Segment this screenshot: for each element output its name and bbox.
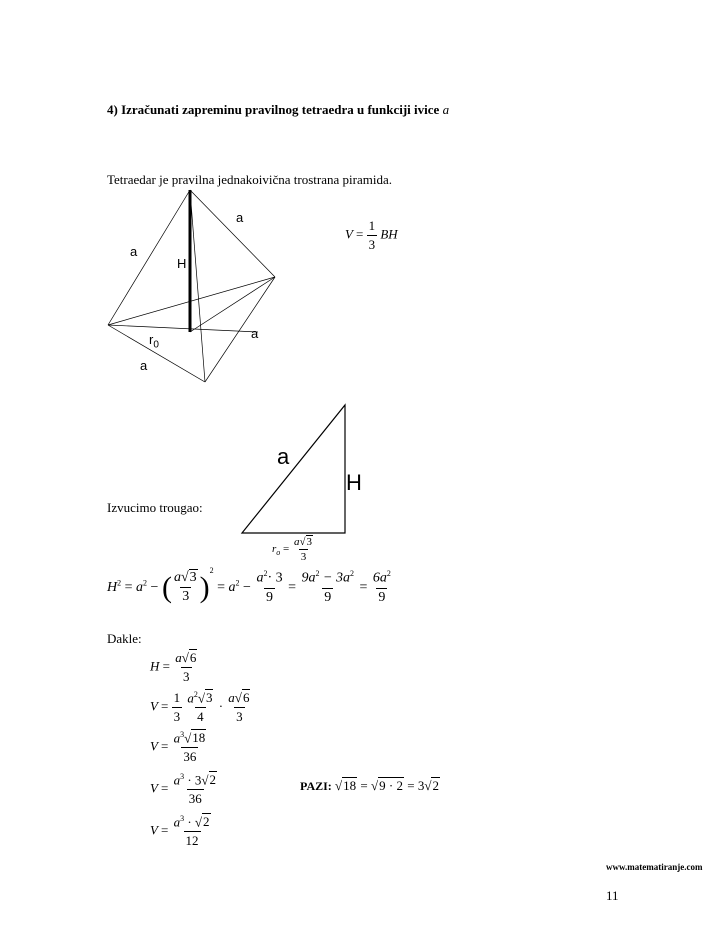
volume-formula: V = $\frac{1}{3}$ BH <box>345 218 398 252</box>
label-H: H <box>177 256 187 271</box>
task-title-variable: a <box>442 102 450 117</box>
label-a-bottom: a <box>140 358 148 373</box>
triangle-label-H: H <box>346 470 362 495</box>
intro-text: Tetraedar je pravilna jednakoivična trostrana piramida. <box>107 172 392 187</box>
edge-apex-right <box>190 190 275 277</box>
tetrahedron-figure <box>100 185 300 395</box>
r0-formula: $r_o$ = $\frac{a√3}{3}$ <box>272 536 313 563</box>
centroid-line <box>190 277 275 332</box>
step-1-H: H = $\frac{a√6}{3}$ <box>150 650 197 684</box>
right-triangle-figure <box>240 403 350 538</box>
median-line <box>108 325 258 332</box>
triangle-label-a: a <box>277 444 290 469</box>
label-a-right: a <box>251 326 259 341</box>
label-a-top: a <box>236 210 244 225</box>
edge-apex-front <box>190 190 205 382</box>
triangle-intro: Izvucimo trougao: <box>107 500 203 515</box>
task-title <box>107 102 449 118</box>
label-a-left: a <box>130 244 138 259</box>
label-r0: $r_0$ <box>149 332 159 351</box>
pazi-note: PAZI: √18 = √9 · 2 = 3√2 <box>300 778 439 793</box>
step-2-V: V = $\frac{1}{3}$ $\frac{a^2√3}{4}$ · $\frac{a√6}{3}$ <box>150 690 250 725</box>
step-4-V: V = $\frac{a^3 \cdot 3√2}{36}$ <box>150 772 217 807</box>
task-title-text: 4) Izračunati zapreminu pravilnog tetraedra u funkciji ivice <box>107 102 440 117</box>
edge-base-front-right <box>205 277 275 382</box>
step-5-V: V = $\frac{a^3 \cdot √2}{12}$ <box>150 814 210 849</box>
h-squared-equation: $H^2 = a^2$ − ( $\frac{a√3}{3}$ )$^2 = a^2$ − $\frac{a^2\cdot 3}{9}$ = $\frac{9a^2 - 3a^2}{9}$ = $\frac{6a^2}{9}$ <box>107 566 391 606</box>
dakle-label: Dakle: <box>107 631 142 646</box>
step-3-V: V = $\frac{a^3√18}{36}$ <box>150 730 206 765</box>
footer-website: www.matematiranje.com <box>606 862 703 872</box>
triangle-shape <box>242 405 345 533</box>
page-number: 11 <box>606 888 619 903</box>
